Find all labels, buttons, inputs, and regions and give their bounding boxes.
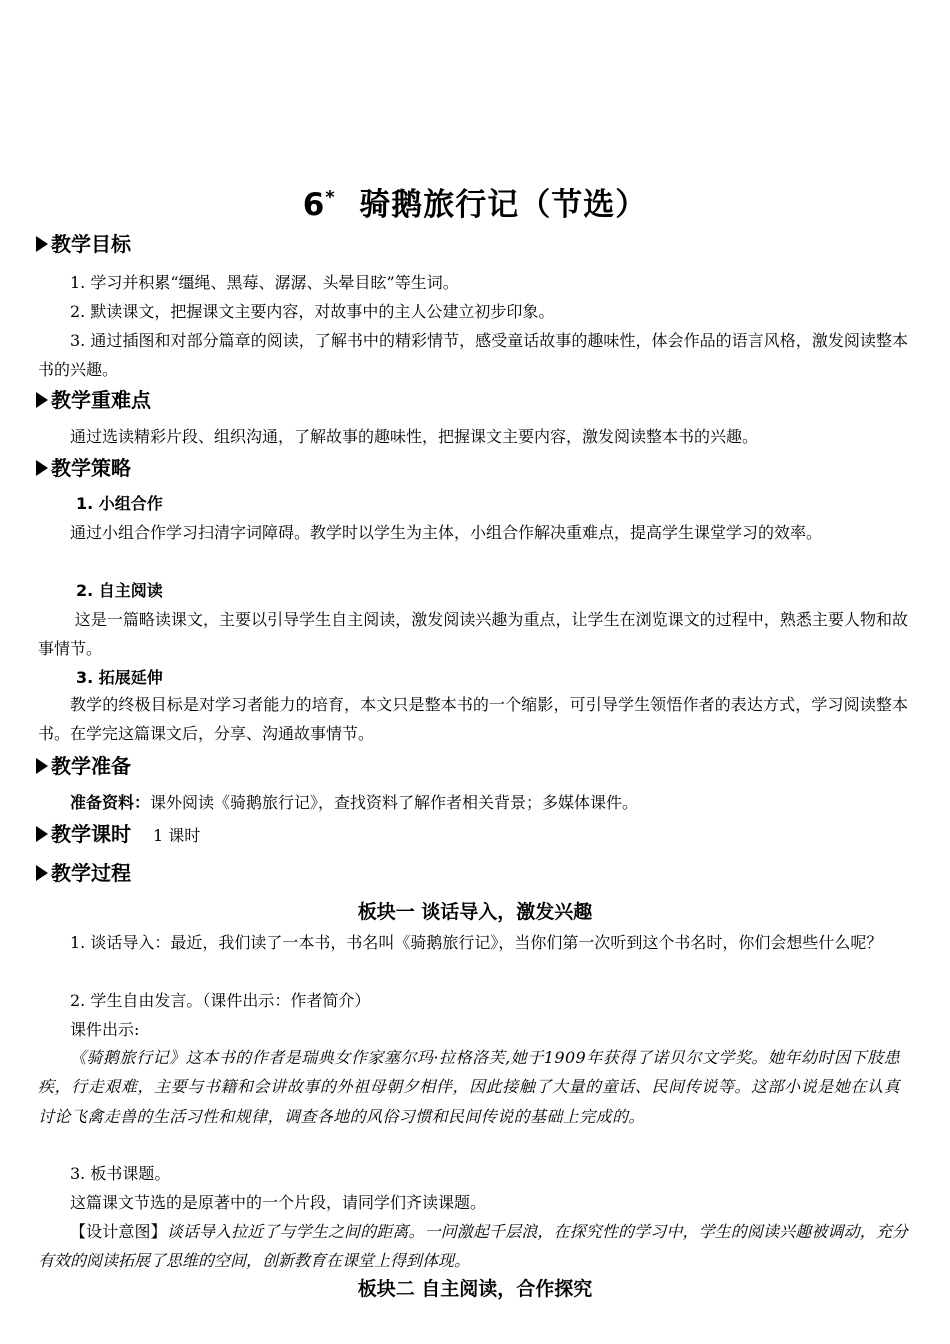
triangle-bullet-icon bbox=[36, 826, 48, 842]
block-1-title: 板块一 谈话导入，激发兴趣 bbox=[357, 901, 593, 923]
design-intent-text: 谈话导入拉近了与学生之间的距离。一问激起千层浪，在探究性的学习中，学生的阅读兴趣被调动，充分有效的阅读拓展了思维的空间，创新教育在课堂上得到体现。 bbox=[38, 1222, 908, 1271]
process-paragraph: 1. 谈话导入：最近，我们读了一本书，书名叫《骑鹅旅行记》，当你们第一次听到这个书名时，你们会想些什么呢？ bbox=[70, 933, 883, 952]
process-paragraph: 2. 学生自由发言。（课件出示：作者简介） bbox=[70, 991, 371, 1010]
prep-content: 课外阅读《骑鹅旅行记》，查找资料了解作者相关背景；多媒体课件。 bbox=[150, 793, 639, 812]
strategy-3-text: 教学的终极目标是对学习者能力的培育，本文只是整本书的一个缩影，可引导学生领悟作者的表达方式，学习阅读整本书。在学完这篇课文后，分享、沟通故事情节。 bbox=[38, 695, 908, 744]
goal-item: 2. 默读课文，把握课文主要内容，对故事中的主人公建立初步印象。 bbox=[70, 302, 555, 321]
triangle-bullet-icon bbox=[36, 236, 48, 252]
triangle-bullet-icon bbox=[36, 392, 48, 408]
strategy-2-title: 2. 自主阅读 bbox=[76, 581, 163, 600]
prep-text bbox=[38, 788, 908, 817]
section-heading-process: 教学过程 bbox=[36, 859, 131, 887]
prep-label: 准备资料： bbox=[70, 793, 151, 812]
process-paragraph: 这篇课文节选的是原著中的一个片段，请同学们齐读课题。 bbox=[70, 1193, 487, 1212]
block-2-title: 板块二 自主阅读，合作探究 bbox=[357, 1278, 593, 1300]
triangle-bullet-icon bbox=[36, 758, 48, 774]
section-heading-prep: 教学准备 bbox=[36, 752, 131, 780]
section-heading-hours: 教学课时 1 课时 bbox=[36, 820, 200, 850]
optional-star: * bbox=[325, 187, 336, 208]
section-heading-key-points: 教学重难点 bbox=[36, 386, 151, 414]
process-paragraph: 课件出示: bbox=[70, 1020, 140, 1039]
lesson-number: 6 bbox=[302, 187, 326, 223]
lesson-name: 骑鹅旅行记（节选） bbox=[359, 187, 648, 223]
strategy-1-title: 1. 小组合作 bbox=[76, 494, 163, 513]
section-heading-goals: 教学目标 bbox=[36, 230, 131, 258]
triangle-bullet-icon bbox=[36, 460, 48, 476]
design-intent-label: 【设计意图】 bbox=[70, 1222, 167, 1241]
strategy-1-text: 通过小组合作学习扫清字词障碍。教学时以学生为主体，小组合作解决重难点，提高学生课堂学习的效率。 bbox=[70, 523, 823, 542]
lesson-title bbox=[0, 176, 950, 227]
courseware-quote: 《骑鹅旅行记》这本书的作者是瑞典女作家塞尔玛·拉格洛芙,她于1909年获得了诺贝尔文学奖。她年幼时因下肢患疾，行走艰难，主要与书籍和会讲故事的外祖母朝夕相伴，因此接触了大量的童话、民间传说等。这部小说是她在认真讨论飞禽走兽的生活习性和规律，调查各地的风俗习惯和民间传说的基础上完成的。 bbox=[38, 1048, 900, 1126]
strategy-2-text: 这是一篇略读课文，主要以引导学生自主阅读，激发阅读兴趣为重点，让学生在浏览课文的过程中，熟悉主要人物和故事情节。 bbox=[38, 610, 908, 659]
section-heading-strategy: 教学策略 bbox=[36, 454, 131, 482]
hours-value: 1 课时 bbox=[153, 826, 201, 845]
goal-item: 1. 学习并积累“缰绳、黑莓、潺潺、头晕目眩”等生词。 bbox=[70, 273, 459, 292]
goal-item: 3. 通过插图和对部分篇章的阅读，了解书中的精彩情节，感受童话故事的趣味性，体会作品的语言风格，激发阅读整本书的兴趣。 bbox=[38, 331, 908, 380]
key-points-text: 通过选读精彩片段、组织沟通，了解故事的趣味性，把握课文主要内容，激发阅读整本书的兴趣。 bbox=[70, 427, 759, 446]
process-paragraph: 3. 板书课题。 bbox=[70, 1164, 171, 1183]
strategy-3-title: 3. 拓展延伸 bbox=[76, 668, 163, 687]
triangle-bullet-icon bbox=[36, 865, 48, 881]
design-intent bbox=[38, 1217, 908, 1275]
